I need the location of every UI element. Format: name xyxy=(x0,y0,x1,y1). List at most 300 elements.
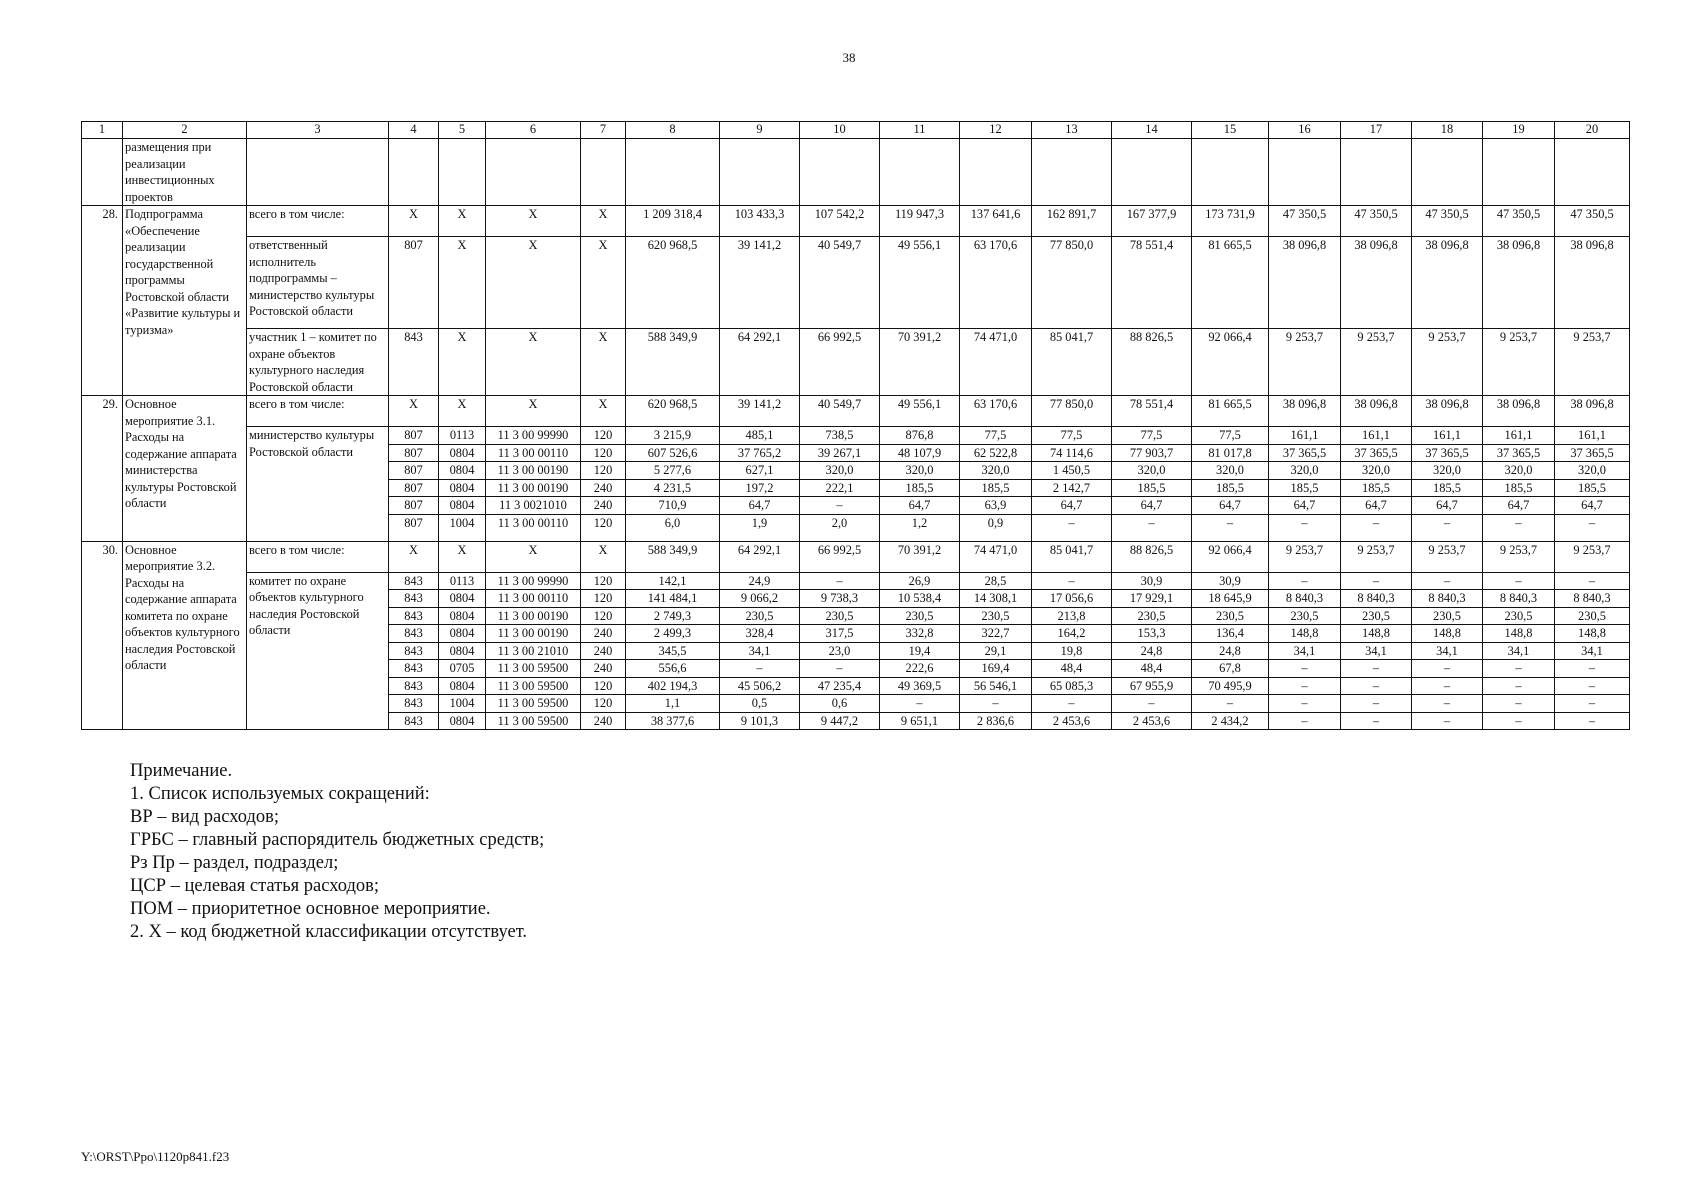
amount-cell: 230,5 xyxy=(720,607,800,625)
vr-cell: 120 xyxy=(581,572,626,590)
amount-cell: 64,7 xyxy=(1412,497,1483,515)
csr-cell: 11 3 00 99990 xyxy=(486,427,581,445)
amount-cell: 320,0 xyxy=(1555,462,1630,480)
grbs-cell: 807 xyxy=(389,444,439,462)
amount-cell: 26,9 xyxy=(880,572,960,590)
amount-cell: 9 253,7 xyxy=(1412,541,1483,572)
amount-cell: 17 929,1 xyxy=(1112,590,1192,608)
amount-cell: 2,0 xyxy=(800,514,880,541)
column-number: 4 xyxy=(389,122,439,139)
amount-cell: – xyxy=(1269,712,1341,730)
amount-cell: 85 041,7 xyxy=(1032,329,1112,396)
rzpr-cell: Х xyxy=(439,541,486,572)
grbs-cell: 843 xyxy=(389,607,439,625)
amount-cell: 185,5 xyxy=(1412,479,1483,497)
amount-cell: 320,0 xyxy=(1412,462,1483,480)
table-cell xyxy=(486,139,581,206)
grbs-cell: 843 xyxy=(389,660,439,678)
rzpr-cell: 0804 xyxy=(439,479,486,497)
amount-cell: 37 365,5 xyxy=(1269,444,1341,462)
table-row xyxy=(82,206,1630,237)
amount-cell: 70 495,9 xyxy=(1192,677,1269,695)
grbs-cell: 807 xyxy=(389,427,439,445)
amount-cell: 47 350,5 xyxy=(1341,206,1412,237)
column-number: 7 xyxy=(581,122,626,139)
amount-cell: 30,9 xyxy=(1112,572,1192,590)
amount-cell: 19,4 xyxy=(880,642,960,660)
amount-cell: 161,1 xyxy=(1412,427,1483,445)
amount-cell: 9 253,7 xyxy=(1269,329,1341,396)
amount-cell: 320,0 xyxy=(1269,462,1341,480)
amount-cell: 18 645,9 xyxy=(1192,590,1269,608)
vr-cell: 120 xyxy=(581,590,626,608)
amount-cell: 161,1 xyxy=(1483,427,1555,445)
amount-cell: 38 096,8 xyxy=(1555,237,1630,329)
amount-cell: 38 096,8 xyxy=(1269,237,1341,329)
column-number: 3 xyxy=(247,122,389,139)
amount-cell: – xyxy=(1341,660,1412,678)
csr-cell: 11 3 00 00190 xyxy=(486,479,581,497)
rzpr-cell: 1004 xyxy=(439,695,486,713)
row-index: 30. xyxy=(82,541,123,730)
amount-cell: 24,8 xyxy=(1112,642,1192,660)
table-cell xyxy=(389,139,439,206)
page-number: 38 xyxy=(842,50,856,65)
csr-cell: 11 3 00 99990 xyxy=(486,572,581,590)
table-cell xyxy=(247,139,389,206)
grbs-cell: 807 xyxy=(389,497,439,515)
amount-cell: – xyxy=(960,695,1032,713)
table-cell xyxy=(880,139,960,206)
table-row xyxy=(82,396,1630,427)
amount-cell: 64,7 xyxy=(1269,497,1341,515)
amount-cell: – xyxy=(1269,677,1341,695)
amount-cell: 9 738,3 xyxy=(800,590,880,608)
amount-cell: 556,6 xyxy=(626,660,720,678)
amount-cell: 28,5 xyxy=(960,572,1032,590)
vr-cell: Х xyxy=(581,396,626,427)
continuation-row xyxy=(82,139,1630,206)
amount-cell: 37 365,5 xyxy=(1341,444,1412,462)
amount-cell: 48,4 xyxy=(1112,660,1192,678)
amount-cell: – xyxy=(1341,712,1412,730)
amount-cell: 88 826,5 xyxy=(1112,541,1192,572)
table-cell xyxy=(1269,139,1341,206)
amount-cell: 9 253,7 xyxy=(1341,329,1412,396)
amount-cell: 230,5 xyxy=(1192,607,1269,625)
amount-cell: 24,9 xyxy=(720,572,800,590)
amount-cell: 8 840,3 xyxy=(1555,590,1630,608)
amount-cell: 230,5 xyxy=(1412,607,1483,625)
column-number: 16 xyxy=(1269,122,1341,139)
column-number: 18 xyxy=(1412,122,1483,139)
rzpr-cell: 0113 xyxy=(439,427,486,445)
amount-cell: – xyxy=(1269,572,1341,590)
csr-cell: 11 3 00 00110 xyxy=(486,444,581,462)
vr-cell: Х xyxy=(581,206,626,237)
amount-cell: 876,8 xyxy=(880,427,960,445)
amount-cell: 34,1 xyxy=(1412,642,1483,660)
amount-cell: 63 170,6 xyxy=(960,396,1032,427)
grbs-cell: Х xyxy=(389,206,439,237)
column-number-row xyxy=(82,122,1630,139)
amount-cell: 148,8 xyxy=(1555,625,1630,643)
amount-cell: 9 253,7 xyxy=(1341,541,1412,572)
amount-cell: 0,9 xyxy=(960,514,1032,541)
amount-cell: 77 903,7 xyxy=(1112,444,1192,462)
amount-cell: 77,5 xyxy=(1032,427,1112,445)
item-name-cell: Основное мероприятие 3.2. Расходы на содержание аппарата комитета по охране объектов культурного наследия Ростовской области xyxy=(123,541,247,730)
row-index: 29. xyxy=(82,396,123,542)
amount-cell: – xyxy=(1341,514,1412,541)
column-number: 5 xyxy=(439,122,486,139)
grbs-cell: 843 xyxy=(389,677,439,695)
rzpr-cell: 0804 xyxy=(439,607,486,625)
amount-cell: 317,5 xyxy=(800,625,880,643)
rzpr-cell: 0804 xyxy=(439,712,486,730)
amount-cell: 74 114,6 xyxy=(1032,444,1112,462)
column-number: 14 xyxy=(1112,122,1192,139)
amount-cell: 230,5 xyxy=(1555,607,1630,625)
note-line: ЦСР – целевая статья расходов; xyxy=(130,876,380,896)
amount-cell: 64,7 xyxy=(1555,497,1630,515)
amount-cell: 588 349,9 xyxy=(626,329,720,396)
amount-cell: 64,7 xyxy=(1483,497,1555,515)
rzpr-cell: Х xyxy=(439,396,486,427)
table-body xyxy=(82,122,1630,730)
amount-cell: – xyxy=(1341,695,1412,713)
amount-cell: – xyxy=(1412,572,1483,590)
amount-cell: 6,0 xyxy=(626,514,720,541)
amount-cell: 136,4 xyxy=(1192,625,1269,643)
amount-cell: 23,0 xyxy=(800,642,880,660)
grbs-cell: Х xyxy=(389,541,439,572)
amount-cell: – xyxy=(1483,677,1555,695)
executor-cell: всего в том числе: xyxy=(247,396,389,427)
amount-cell: – xyxy=(1032,695,1112,713)
amount-cell: 197,2 xyxy=(720,479,800,497)
amount-cell: 64,7 xyxy=(720,497,800,515)
executor-cell: министерство культуры Ростовской области xyxy=(247,427,389,542)
amount-cell: 88 826,5 xyxy=(1112,329,1192,396)
amount-cell: 85 041,7 xyxy=(1032,541,1112,572)
rzpr-cell: 0804 xyxy=(439,462,486,480)
amount-cell: 67,8 xyxy=(1192,660,1269,678)
executor-cell: всего в том числе: xyxy=(247,206,389,237)
amount-cell: 9 253,7 xyxy=(1412,329,1483,396)
rzpr-cell: Х xyxy=(439,237,486,329)
amount-cell: 30,9 xyxy=(1192,572,1269,590)
column-number: 12 xyxy=(960,122,1032,139)
amount-cell: 9 447,2 xyxy=(800,712,880,730)
amount-cell: – xyxy=(1112,695,1192,713)
vr-cell: 240 xyxy=(581,479,626,497)
amount-cell: 9 066,2 xyxy=(720,590,800,608)
table-cell xyxy=(800,139,880,206)
amount-cell: 8 840,3 xyxy=(1412,590,1483,608)
csr-cell: Х xyxy=(486,206,581,237)
executor-cell: ответственный исполнитель подпрограммы – министерство культуры Ростовской области xyxy=(247,237,389,329)
grbs-cell: 807 xyxy=(389,514,439,541)
column-number: 1 xyxy=(82,122,123,139)
amount-cell: 34,1 xyxy=(1555,642,1630,660)
amount-cell: 38 096,8 xyxy=(1483,396,1555,427)
table-cell xyxy=(626,139,720,206)
amount-cell: 137 641,6 xyxy=(960,206,1032,237)
column-number: 13 xyxy=(1032,122,1112,139)
csr-cell: 11 3 00 59500 xyxy=(486,660,581,678)
amount-cell: 485,1 xyxy=(720,427,800,445)
csr-cell: Х xyxy=(486,541,581,572)
rzpr-cell: Х xyxy=(439,329,486,396)
amount-cell: 45 506,2 xyxy=(720,677,800,695)
amount-cell: 38 096,8 xyxy=(1555,396,1630,427)
note-line: 2. Х – код бюджетной классификации отсутствует. xyxy=(130,922,528,942)
amount-cell: 322,7 xyxy=(960,625,1032,643)
amount-cell: 5 277,6 xyxy=(626,462,720,480)
amount-cell: – xyxy=(1555,660,1630,678)
table-row xyxy=(82,572,1630,590)
amount-cell: 8 840,3 xyxy=(1269,590,1341,608)
amount-cell: 24,8 xyxy=(1192,642,1269,660)
amount-cell: 2 836,6 xyxy=(960,712,1032,730)
amount-cell: 9 253,7 xyxy=(1483,541,1555,572)
amount-cell: 64,7 xyxy=(1112,497,1192,515)
amount-cell: 9 101,3 xyxy=(720,712,800,730)
executor-cell: всего в том числе: xyxy=(247,541,389,572)
amount-cell: – xyxy=(1555,712,1630,730)
grbs-cell: 843 xyxy=(389,329,439,396)
vr-cell: Х xyxy=(581,237,626,329)
table-row xyxy=(82,237,1630,329)
amount-cell: 185,5 xyxy=(1483,479,1555,497)
table-row xyxy=(82,427,1630,445)
rzpr-cell: 0113 xyxy=(439,572,486,590)
amount-cell: 78 551,4 xyxy=(1112,396,1192,427)
notes-block xyxy=(130,760,544,944)
column-number: 17 xyxy=(1341,122,1412,139)
table-cell xyxy=(1192,139,1269,206)
amount-cell: 230,5 xyxy=(1112,607,1192,625)
amount-cell: – xyxy=(1032,572,1112,590)
column-number: 20 xyxy=(1555,122,1630,139)
amount-cell: 34,1 xyxy=(1483,642,1555,660)
csr-cell: 11 3 00 00190 xyxy=(486,625,581,643)
amount-cell: – xyxy=(1412,677,1483,695)
grbs-cell: 843 xyxy=(389,695,439,713)
amount-cell: – xyxy=(1192,695,1269,713)
csr-cell: 11 3 00 00110 xyxy=(486,590,581,608)
note-line: Рз Пр – раздел, подраздел; xyxy=(130,853,339,873)
amount-cell: 17 056,6 xyxy=(1032,590,1112,608)
amount-cell: – xyxy=(1412,695,1483,713)
amount-cell: – xyxy=(1412,660,1483,678)
amount-cell: 164,2 xyxy=(1032,625,1112,643)
amount-cell: 63 170,6 xyxy=(960,237,1032,329)
column-number: 9 xyxy=(720,122,800,139)
amount-cell: 213,8 xyxy=(1032,607,1112,625)
vr-cell: 120 xyxy=(581,514,626,541)
rzpr-cell: 0804 xyxy=(439,677,486,695)
grbs-cell: 843 xyxy=(389,572,439,590)
row-index: 28. xyxy=(82,206,123,396)
amount-cell: 38 096,8 xyxy=(1412,396,1483,427)
amount-cell: 67 955,9 xyxy=(1112,677,1192,695)
amount-cell: 38 096,8 xyxy=(1341,237,1412,329)
amount-cell: 66 992,5 xyxy=(800,329,880,396)
amount-cell: 81 665,5 xyxy=(1192,396,1269,427)
vr-cell: 240 xyxy=(581,660,626,678)
amount-cell: – xyxy=(1412,712,1483,730)
vr-cell: 120 xyxy=(581,677,626,695)
amount-cell: 185,5 xyxy=(1555,479,1630,497)
amount-cell: 48 107,9 xyxy=(880,444,960,462)
amount-cell: 37 765,2 xyxy=(720,444,800,462)
table-cell xyxy=(960,139,1032,206)
amount-cell: 47 350,5 xyxy=(1269,206,1341,237)
grbs-cell: 843 xyxy=(389,712,439,730)
amount-cell: 19,8 xyxy=(1032,642,1112,660)
amount-cell: 185,5 xyxy=(960,479,1032,497)
amount-cell: – xyxy=(1269,660,1341,678)
amount-cell: 39 267,1 xyxy=(800,444,880,462)
csr-cell: Х xyxy=(486,396,581,427)
amount-cell: 148,8 xyxy=(1269,625,1341,643)
amount-cell: 81 017,8 xyxy=(1192,444,1269,462)
csr-cell: 11 3 0021010 xyxy=(486,497,581,515)
amount-cell: 34,1 xyxy=(720,642,800,660)
column-number: 19 xyxy=(1483,122,1555,139)
amount-cell: 2 749,3 xyxy=(626,607,720,625)
rzpr-cell: 0804 xyxy=(439,444,486,462)
amount-cell: 64 292,1 xyxy=(720,541,800,572)
amount-cell: 38 377,6 xyxy=(626,712,720,730)
amount-cell: 92 066,4 xyxy=(1192,329,1269,396)
amount-cell: – xyxy=(1483,695,1555,713)
amount-cell: – xyxy=(1032,514,1112,541)
amount-cell: 66 992,5 xyxy=(800,541,880,572)
amount-cell: 40 549,7 xyxy=(800,396,880,427)
amount-cell: 47 235,4 xyxy=(800,677,880,695)
amount-cell: 77,5 xyxy=(1112,427,1192,445)
column-number: 11 xyxy=(880,122,960,139)
amount-cell: 10 538,4 xyxy=(880,590,960,608)
amount-cell: 169,4 xyxy=(960,660,1032,678)
amount-cell: 37 365,5 xyxy=(1412,444,1483,462)
amount-cell: 37 365,5 xyxy=(1555,444,1630,462)
vr-cell: Х xyxy=(581,541,626,572)
rzpr-cell: 0804 xyxy=(439,590,486,608)
amount-cell: 48,4 xyxy=(1032,660,1112,678)
amount-cell: 588 349,9 xyxy=(626,541,720,572)
amount-cell: 65 085,3 xyxy=(1032,677,1112,695)
vr-cell: Х xyxy=(581,329,626,396)
vr-cell: 120 xyxy=(581,607,626,625)
amount-cell: 34,1 xyxy=(1341,642,1412,660)
amount-cell: – xyxy=(1112,514,1192,541)
amount-cell: 320,0 xyxy=(1341,462,1412,480)
amount-cell: 148,8 xyxy=(1412,625,1483,643)
amount-cell: – xyxy=(1269,514,1341,541)
budget-table-container xyxy=(81,121,1629,730)
table-cell xyxy=(82,139,123,206)
amount-cell: 2 142,7 xyxy=(1032,479,1112,497)
amount-cell: 34,1 xyxy=(1269,642,1341,660)
amount-cell: – xyxy=(880,695,960,713)
note-line: 1. Список используемых сокращений: xyxy=(130,784,430,804)
grbs-cell: 843 xyxy=(389,642,439,660)
rzpr-cell: 0804 xyxy=(439,625,486,643)
amount-cell: 230,5 xyxy=(1269,607,1341,625)
amount-cell: 161,1 xyxy=(1269,427,1341,445)
amount-cell: 185,5 xyxy=(1269,479,1341,497)
amount-cell: 2 499,3 xyxy=(626,625,720,643)
amount-cell: – xyxy=(1555,677,1630,695)
column-number: 10 xyxy=(800,122,880,139)
vr-cell: 120 xyxy=(581,462,626,480)
amount-cell: 1,9 xyxy=(720,514,800,541)
amount-cell: 49 556,1 xyxy=(880,237,960,329)
amount-cell: 107 542,2 xyxy=(800,206,880,237)
grbs-cell: 843 xyxy=(389,625,439,643)
rzpr-cell: 1004 xyxy=(439,514,486,541)
csr-cell: Х xyxy=(486,329,581,396)
amount-cell: 77,5 xyxy=(1192,427,1269,445)
amount-cell: 2 453,6 xyxy=(1032,712,1112,730)
executor-cell: комитет по охране объектов культурного наследия Ростовской области xyxy=(247,572,389,730)
amount-cell: 1 209 318,4 xyxy=(626,206,720,237)
grbs-cell: 843 xyxy=(389,590,439,608)
amount-cell: 9 253,7 xyxy=(1269,541,1341,572)
amount-cell: – xyxy=(1555,572,1630,590)
amount-cell: 185,5 xyxy=(1112,479,1192,497)
amount-cell: – xyxy=(720,660,800,678)
amount-cell: 9 651,1 xyxy=(880,712,960,730)
amount-cell: 1 450,5 xyxy=(1032,462,1112,480)
note-line: ПОМ – приоритетное основное мероприятие. xyxy=(130,899,491,919)
amount-cell: 148,8 xyxy=(1483,625,1555,643)
csr-cell: 11 3 00 59500 xyxy=(486,677,581,695)
amount-cell: 185,5 xyxy=(1341,479,1412,497)
amount-cell: 47 350,5 xyxy=(1555,206,1630,237)
amount-cell: 332,8 xyxy=(880,625,960,643)
amount-cell: 230,5 xyxy=(1341,607,1412,625)
amount-cell: 81 665,5 xyxy=(1192,237,1269,329)
vr-cell: 120 xyxy=(581,444,626,462)
amount-cell: – xyxy=(1269,695,1341,713)
vr-cell: 240 xyxy=(581,497,626,515)
amount-cell: 185,5 xyxy=(880,479,960,497)
amount-cell: 153,3 xyxy=(1112,625,1192,643)
amount-cell: 141 484,1 xyxy=(626,590,720,608)
amount-cell: 173 731,9 xyxy=(1192,206,1269,237)
table-row xyxy=(82,541,1630,572)
amount-cell: – xyxy=(1341,677,1412,695)
amount-cell: 63,9 xyxy=(960,497,1032,515)
amount-cell: 78 551,4 xyxy=(1112,237,1192,329)
amount-cell: 3 215,9 xyxy=(626,427,720,445)
file-path-footer: Y:\ORST\Ppo\1120p841.f23 xyxy=(81,1149,230,1164)
amount-cell: 710,9 xyxy=(626,497,720,515)
amount-cell: 39 141,2 xyxy=(720,396,800,427)
csr-cell: 11 3 00 00110 xyxy=(486,514,581,541)
amount-cell: 627,1 xyxy=(720,462,800,480)
amount-cell: 119 947,3 xyxy=(880,206,960,237)
amount-cell: 620 968,5 xyxy=(626,396,720,427)
csr-cell: 11 3 00 59500 xyxy=(486,712,581,730)
vr-cell: 240 xyxy=(581,712,626,730)
amount-cell: 38 096,8 xyxy=(1483,237,1555,329)
